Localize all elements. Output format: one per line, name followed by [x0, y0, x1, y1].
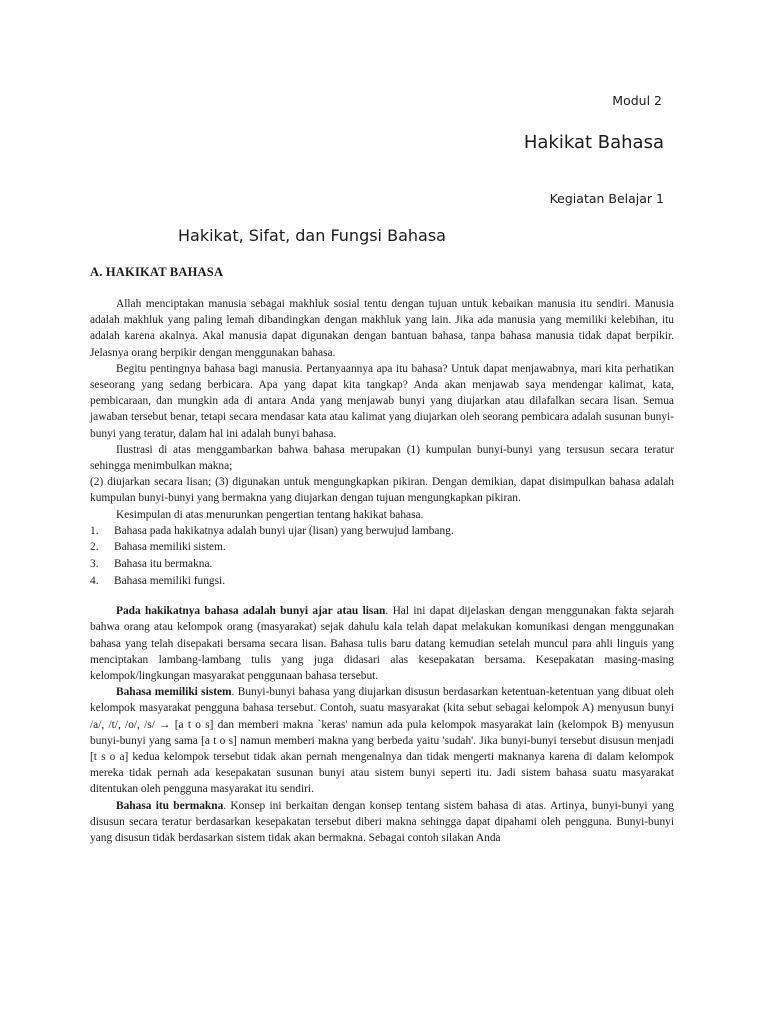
list-item — [90, 573, 674, 590]
module-title: Hakikat Bahasa — [523, 132, 664, 153]
explanation-text: . Hal ini dapat dijelaskan dengan menggunakan fakta sejarah bahwa orang atau kelompok orang (masyarakat) sejak dahulu kala telah dapat melakukan komunikasi dengan menggunakan bahasa yang telah disepakati bersama secara lisan. Bahasa tulis baru datang kemudian setelah muncul para ahli linguis yang menciptakan lambang-lambang tulis yang juga didasari alas kesepakatan bersama. Kesepakatan masing-masing kelompok/lingkungan masyarakat penggunaan bahasa tersebut. — [90, 605, 674, 683]
paragraph-conclusion: (2) diujarkan secara lisan; (3) digunakan untuk mengungkapkan pikiran. Dengan demikian, dapat disimpulkan bahasa adalah kumpulan bunyi-bunyi yang bermakna yang diujarkan dengan tujuan mengungkapkan pikiran. — [90, 476, 674, 505]
section-heading: A. HAKIKAT BAHASA — [90, 265, 224, 279]
activity-label: Kegiatan Belajar 1 — [549, 191, 664, 206]
body-text — [90, 296, 674, 846]
list-number: 2. — [90, 541, 99, 554]
explanation-text: . Konsep ini berkaitan dengan konsep tentang sistem bahasa di atas. Artinya, bunyi-bunyi yang disusun secara teratur berdasarkan kesepakatan tersebut diberi makna sehingga dapat dipahami oleh pengguna. Bunyi-bunyi yang disusun tidak berdasarkan sistem tidak akan bermakna. Sebagai contoh silakan Anda — [90, 799, 674, 845]
bold-term: Pada hakikatnya bahasa adalah bunyi ajar atau lisan — [116, 605, 386, 618]
paragraph-illustration: Ilustrasi di atas menggambarkan bahwa bahasa merupakan (1) kumpulan bunyi-bunyi yang tersusun secara teratur sehingga menimbulkan makna; — [90, 443, 674, 473]
list-number: 4. — [90, 574, 99, 587]
list-text: Bahasa pada hakikatnya adalah bunyi ujar (lisan) yang berwujud lambang. — [114, 524, 454, 537]
list-number: 3. — [90, 558, 99, 571]
list-item — [90, 539, 674, 556]
list-text: Bahasa memiliki sistem. — [114, 541, 226, 554]
nature-list — [90, 523, 674, 589]
paragraph-summary: Kesimpulan di atas menurunkan pengertian tentang hakikat bahasa. — [116, 508, 424, 521]
module-label: Modul 2 — [612, 93, 662, 108]
list-item — [90, 556, 674, 573]
page-title: Hakikat, Sifat, dan Fungsi Bahasa — [178, 226, 446, 245]
paragraph-spoken — [90, 603, 674, 684]
list-text: Bahasa memiliki fungsi. — [114, 574, 226, 587]
list-text: Bahasa itu bermakna. — [114, 558, 213, 571]
paragraph-intro: Allah menciptakan manusia sebagai makhluk sosial tentu dengan tujuan untuk kebaikan manusia itu sendiri. Manusia adalah makhluk yang paling lemah dibandingkan dengan makhluk yang lain. Jika ada manusia yang memiliki kelebihan, itu adalah karena akalnya. Akal manusia dapat digunakan dengan bantuan bahasa, tanpa bahasa manusia tidak dapat berpikir. Jelasnya orang berpikir dengan menggunakan bahasa. — [90, 298, 674, 359]
bold-term: Bahasa itu bermakna — [116, 799, 224, 812]
list-number: 1. — [90, 524, 99, 537]
bold-term: Bahasa memiliki sistem — [116, 686, 232, 699]
paragraph-system — [90, 684, 674, 797]
list-item — [90, 523, 674, 540]
explanation-text: . Bunyi-bunyi bahasa yang diujarkan disusun berdasarkan ketentuan-ketentuan yang dibuat oleh kelompok masyarakat pengguna bahasa tersebut. Contoh, suatu masyarakat (kita sebut sebagai kelompok A) menyusun bunyi /a/, /t/, /o/, /s/ → [a t o s] dan memberi makna `keras' namun ada pula kelompok masyarakat lain (kelompok B) menyusun bunyi-bunyi yang sama [a t o s] namun memberi makna yang berbeda yaitu 'sudah'. Jika bunyi-bunyi tersebut disusun menjadi [t s o a] kedua kelompok tersebut tidak akan pernah mengenalnya dan tidak mengerti maknanya karena di dalam kelompok mereka tidak pernah ada kesepakatan susunan bunyi atau sistem bunyi seperti itu. Jadi sistem bahasa suatu masyarakat ditentukan oleh pengguna masyarakat itu sendiri. — [90, 686, 674, 796]
paragraph-question: Begitu pentingnya bahasa bagi manusia. Pertanyaannya apa itu bahasa? Untuk dapat menjawabnya, mari kita perhatikan seseorang yang sedang berbicara. Apa yang dapat kita tangkap? Anda akan menjawab saya mendengar kalimat, kata, pembicaraan, dan mungkin ada di antara Anda yang menjawab bunyi yang diujarkan atau dilafalkan secara lisan. Semua jawaban tersebut benar, tetapi secara mendasar kata atau kalimat yang diujarkan oleh seorang pembicara adalah susunan bunyi-bunyi yang teratur, dalam hal ini adalah bunyi bahasa. — [90, 362, 674, 440]
paragraph-meaning — [90, 798, 674, 847]
